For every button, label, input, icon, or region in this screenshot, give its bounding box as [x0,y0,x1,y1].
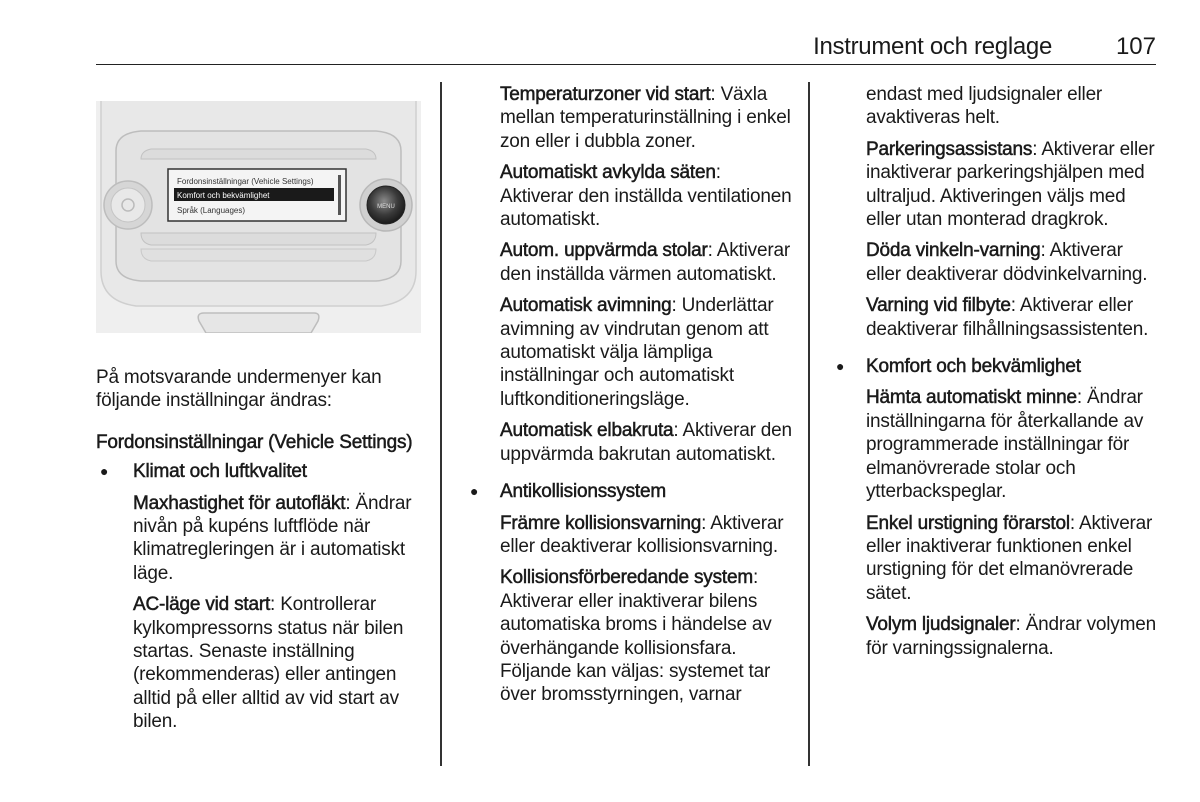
setting-term: Temperaturzoner vid start [500,84,711,105]
setting-item [133,492,426,586]
column-3 [866,83,1158,668]
setting-term: Automatiskt avkylda säten [500,162,716,184]
setting-desc: : Underlättar avimning av vindrutan genom att automatiskt välja lämpliga inställningar och automatiskt luftkonditioneringsläge. [500,295,774,410]
setting-term: Maxhastighet för autofläkt [133,492,346,514]
setting-desc: : Kontrollerar kylkompressorns status när bilen startas. Senaste inställning (rekommenderas) eller antingen alltid på eller alltid av vid start av bilen. [133,594,404,733]
setting-item [500,161,792,231]
setting-desc: : Aktiverar eller inaktiverar funktionen enkel urstigning för det elmanövrerade sätet. [866,512,1153,604]
column-divider-1 [440,82,442,766]
section-heading: Fordonsinställningar (Vehicle Settings) [96,431,413,453]
setting-term: Parkeringsassistans [866,138,1033,160]
setting-term: Automatisk elbakruta [500,420,674,442]
column-2 [500,83,792,715]
setting-item [500,512,792,559]
setting-term: Automatisk avimning [500,295,672,317]
setting-term: Kollisionsförberedande system [500,567,753,589]
setting-item [866,386,1158,503]
setting-term: Volym ljudsignaler [866,614,1016,636]
continued-text: endast med ljudsignaler eller avaktiveras helt. [866,84,1103,129]
setting-item [500,294,792,411]
setting-desc: : Ändrar inställningarna för återkallande av programmerade inställningar för elmanövrerade stolar och ytterbackspeglar. [866,387,1144,503]
bullet-climate: ● Klimat och luftkvalitet [133,460,426,483]
setting-item [500,239,792,286]
bullet-anticollision: ● Antikollisionssystem [500,480,792,503]
setting-desc: : Ändrar volymen för varningssignalerna. [866,614,1156,659]
setting-desc: : Aktiverar eller deaktiverar dödvinkelvarning. [866,240,1148,285]
setting-term: Autom. uppvärmda stolar [500,240,708,262]
setting-desc: : Aktiverar eller inaktiverar parkeringshjälpen med ultraljud. Aktiveringen väljs med eller utan monterad dragkrok. [866,138,1155,231]
setting-term: Enkel urstigning förarstol [866,512,1070,534]
column-divider-2 [808,82,810,766]
menu-line-2: Komfort och bekvämlighet [177,191,270,200]
page-header [96,30,1156,65]
setting-item [500,83,792,153]
setting-item [866,239,1158,286]
setting-item [866,138,1158,232]
setting-item [866,613,1158,660]
setting-desc: : Ändrar nivån på kupéns luftflöde när klimatregleringen är i automatiskt läge. [133,492,412,584]
setting-item [866,512,1158,606]
setting-desc: : Aktiverar den inställda ventilationen automatiskt. [500,162,792,231]
chapter-title: Instrument och reglage [813,33,1052,60]
bullet-comfort: ● Komfort och bekvämlighet [866,355,1158,378]
setting-desc: : Aktiverar den uppvärmda bakrutan automatiskt. [500,420,792,465]
setting-desc: : Aktiverar eller deaktiverar kollisionsvarning. [500,512,784,557]
page-number: 107 [1115,33,1156,60]
setting-term: Varning vid filbyte [866,295,1011,317]
setting-term: AC-läge vid start [133,594,271,616]
setting-desc: : Aktiverar den inställda värmen automatiskt. [500,240,790,285]
setting-desc: : Aktiverar eller inaktiverar bilens automatiska broms i händelse av överhängande kollisionsfara. Följande kan väljas: systemet tar över bromsstyrningen, varnar [500,567,772,706]
setting-term: Främre kollisionsvarning [500,512,702,534]
setting-item [866,294,1158,341]
console-illustration [96,101,421,333]
intro-paragraph: På motsvarande undermenyer kan följande inställningar ändras: [96,367,382,412]
menu-knob-label: MENU [377,204,395,210]
setting-desc: : Växla mellan temperaturinställning i enkel zon eller i dubbla zoner. [500,84,791,152]
menu-line-3: Språk (Languages) [177,206,246,215]
setting-term: Hämta automatiskt minne [866,387,1077,409]
setting-item [500,419,792,466]
setting-item [133,593,426,733]
setting-desc: : Aktiverar eller deaktiverar filhållningsassistenten. [866,295,1149,340]
column-1 [96,366,426,742]
menu-line-1: Fordonsinställningar (Vehicle Settings) [177,177,314,186]
setting-item [500,566,792,706]
setting-term: Döda vinkeln-varning [866,240,1041,262]
